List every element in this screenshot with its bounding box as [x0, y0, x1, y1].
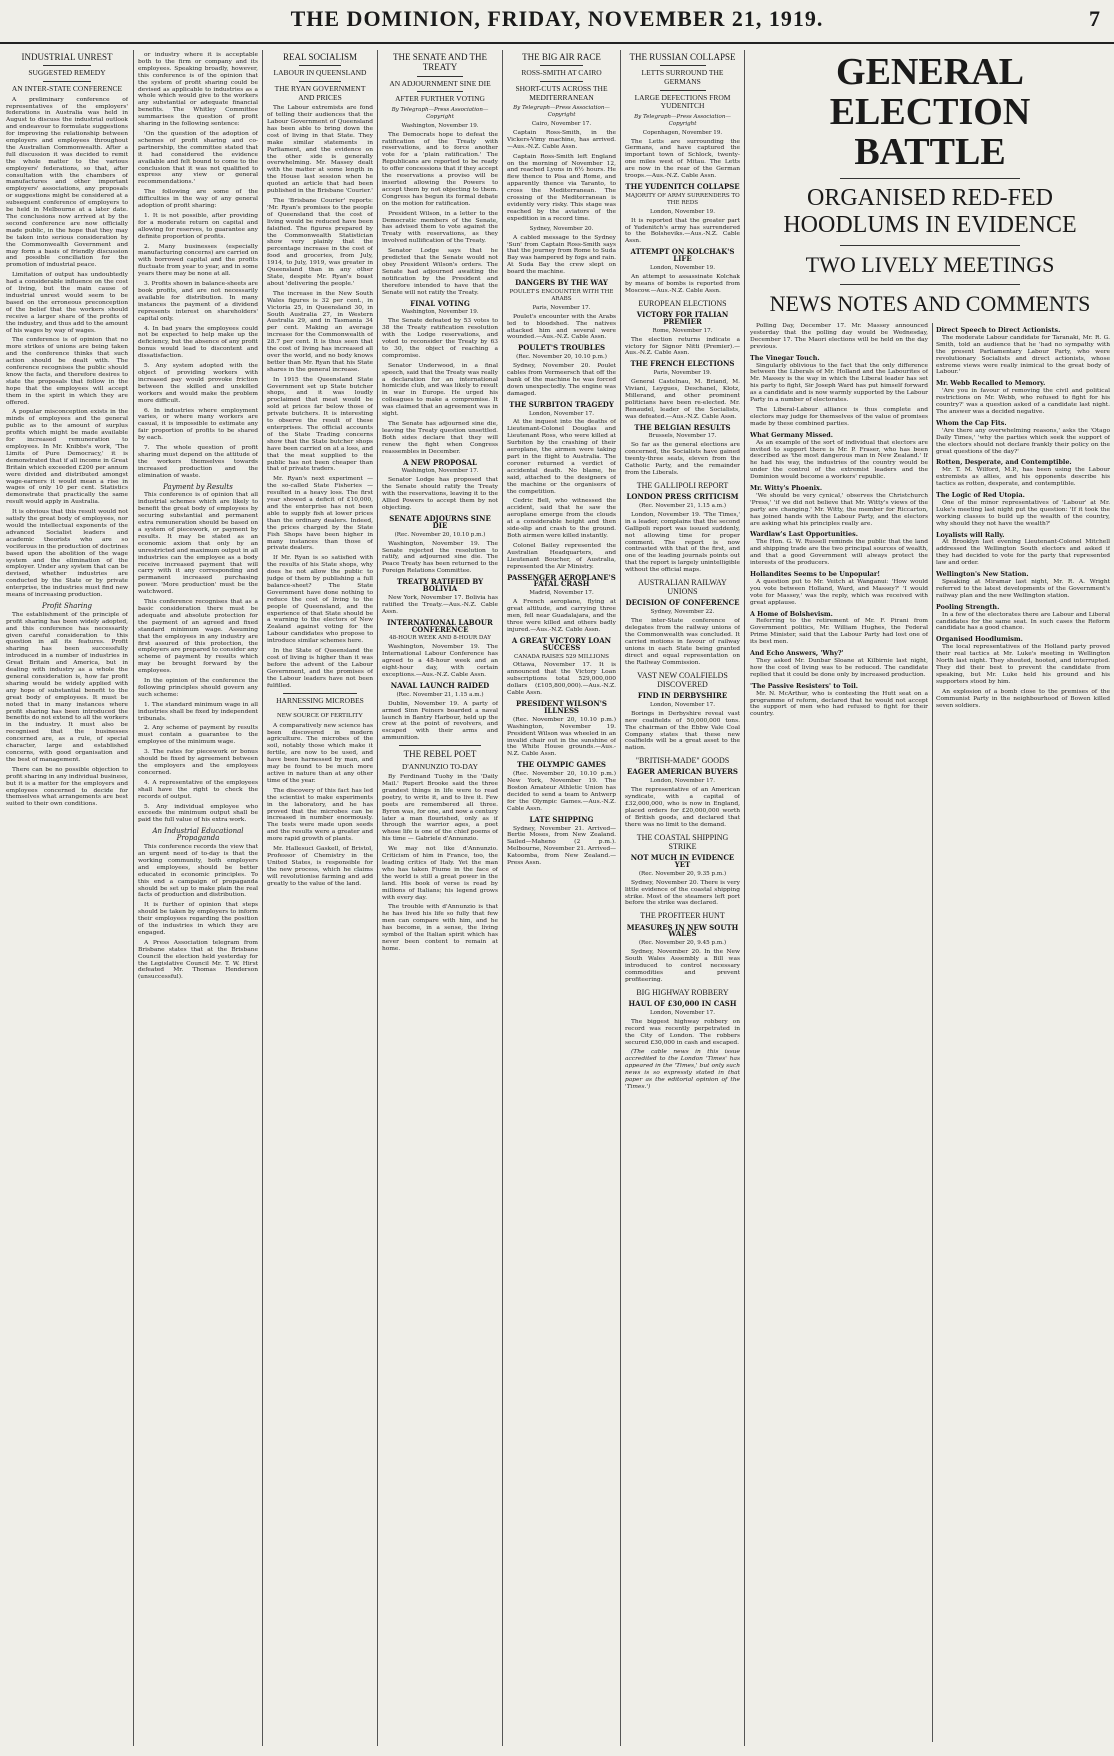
side-heading: Organised Hoodlumism.	[936, 635, 1023, 644]
dateline: (Rec. November 21, 1.15 a.m.)	[638, 503, 727, 509]
section-subhead: NOT MUCH IN EVIDENCE YET	[630, 853, 735, 869]
paragraph: The establishment of the principle of profit sharing has been widely adopted, and this conference has necessarily given careful consideration to this question in all its features. Profit sharing has been successfully introduced in a number of industries in Great Britain and America, but in dealing with industry as a whole the general consideration is, how far profit sharing would be widely applied with any hope of substantial benefit to the great body of employees. It must be noted that in many instances where profit sharing has been introduced the benefits do not extend to all the workers in the industry. It must also be recognised that the businesses concerned are, as a rule, of special character, large and established concerns, with good organisation and the best of management.	[6, 611, 128, 763]
list-item: 2. Any scheme of payment by results must contain a guarantee to the employee of the minimum wage.	[138, 725, 258, 746]
paragraph: Senator Underwood, in a final speech, said that the Treaty was really a declaration for an international homicide club, and was likely to result in war in Europe. He urged his colleagues to make a compromise. It was claimed that an agreement was in sight.	[382, 362, 498, 418]
paragraph: At the inquest into the deaths of Lieutenant-Colonel Douglas and Lieutenant Ross, who were killed at Surbiton by the crashing of their aeroplane, the airmen were taking part in the flight to Australia. The coroner returned a verdict of accidental death. No blame, he said, attached to the designers of the machine or the organisers of the competition.	[507, 419, 616, 495]
side-heading: Pooling Strength.	[936, 602, 1000, 611]
paragraph: Mr. N. McArthur, who is contesting the Hutt seat on a programme of reform, declared that he would not accept the support of men who had refused to fight for their country.	[750, 690, 928, 718]
list-item: 5. Any system adopted with the object of providing workers with increased pay would provoke friction between the skilled and unskilled workers and would make the problem more difficult.	[138, 363, 258, 404]
section-subhead: INTERNATIONAL LABOUR CONFERENCE	[387, 617, 493, 634]
column-rule	[620, 50, 621, 1746]
section-subhead: POULET'S TROUBLES	[517, 343, 606, 353]
side-heading: 'The Passive Resisters' to Toil.	[750, 681, 859, 690]
side-heading: The Logic of Red Utopia.	[936, 491, 1025, 500]
article-subhead: THE RYAN GOVERNMENT AND PRICES	[274, 83, 366, 102]
dateline: London, November 17.	[528, 410, 595, 417]
paragraph: Mr. Ryan's next experiment — the so-called State Fisheries — resulted in a heavy loss. The first year showed a deficit of £10,000, and the enterprise has not been able to supply fish at lower prices than the ordinary dealers. Indeed, the prices charged by the State Fish Shops have been higher in many instances than those of private dealers.	[267, 476, 373, 552]
paragraph: The inter-State conference of delegates from the railway unions of the Commonwealth was concluded. It carried motions in favour of railway unions in each State being granted direct and equal representation on the Railway Commission.	[625, 618, 740, 666]
side-heading: And Echo Answers, 'Why?'	[750, 649, 844, 658]
list-item: 2. Many businesses (especially manufacturing concerns) are carried on with borrowed capital and the profits fluctuate from year to year, and in some years there may be none at all.	[138, 243, 258, 278]
dateline: Cairo, November 17.	[531, 121, 592, 128]
dateline: London, November 19.	[649, 265, 716, 272]
paragraph: A comparatively new science has been discovered in modern agriculture. The microbes of the soil, notably those which make it fertile, are now to be used, and have been harnessed by man, and may be found to be much more active in nature than at any other time of the year.	[267, 722, 373, 784]
dateline: Washington, November 17.	[401, 468, 479, 475]
paragraph: The conference is of opinion that no more strikes of unions are being taken and the conference thinks that such action should be dealt with. The conference recognises the public should know the facts, and therefore desires to state the proposals that follow in the hope that the employees will accept them in the spirit in which they are offered.	[6, 337, 128, 406]
divider	[299, 81, 341, 82]
column-rule	[377, 50, 378, 1746]
newspaper-title: THE DOMINION, FRIDAY, NOVEMBER 21, 1919.	[290, 6, 824, 31]
list-item: 6. In industries where employment varies, or where many workers are casual, it is impossible to estimate any fair proportion of profits to be shared by each.	[138, 407, 258, 442]
section-subhead: NAVAL LAUNCH RAIDED	[390, 680, 490, 690]
dateline: Sydney, November 20.	[529, 225, 594, 232]
paragraph: One of the minor representatives of 'Labour' at Mr. Luke's meeting last night put the question: 'If it took the working classes to build up the wealth of the country, why should they not have the wealth?'	[936, 499, 1110, 527]
side-heading: Rotten, Desperate, and Contemptible.	[936, 458, 1072, 467]
paragraph: The 'Brisbane Courier' reports: 'Mr. Ryan's promises to the people of Queensland that the cost of living would be reduced have been falsified. The figures prepared by the Commonwealth Statistician show very plainly that the percentage increase in the cost of food and groceries, from July, 1914, to July, 1919, was greater in Queensland than in any other State, despite Mr. Ryan's boast about 'delivering the people.'	[267, 198, 373, 287]
paragraph: Dublin, November 19. A party of armed Sinn Feiners boarded a naval launch in Bantry Harbour, held up the crew at the point of revolvers, and escaped with their arms and ammunition.	[382, 700, 498, 742]
paragraph: The Hon. G. W. Russell reminds the public that the land and shipping trade are the two principal sources of wealth, and that a good Government will always protect the interests of the producers.	[750, 539, 928, 567]
divider	[299, 65, 341, 66]
paragraph: A Press Association telegram from Brisbane states that at the Brisbane Council the election held yesterday for the Legislative Council Mr. T. W. Hirst defeated Mr. Thomas Henderson (unsuccessful).	[138, 939, 258, 981]
article-headline: THE RUSSIAN COLLAPSE	[629, 52, 736, 62]
dateline: London, November 17.	[649, 1009, 716, 1016]
section-subhead-line: CANADA RAISES 529 MILLIONS	[514, 653, 609, 660]
divider	[540, 65, 584, 66]
section-subhead: THE YUDENITCH COLLAPSE	[625, 182, 740, 191]
list-item: 4. A representative of the employees shall have the right to check the records of output.	[138, 779, 258, 800]
paragraph: The following are some of the difficulties in the way of any general adoption of profit sharing:	[138, 189, 258, 210]
side-heading: Whom the Cap Fits.	[936, 418, 1007, 427]
list-item: 4. In bad years the employees could not be expected to help make up the deficiency, but the absence of any profit bonus would lead to discontent and dissatisfaction.	[138, 325, 258, 360]
side-heading: Mr. Witty's Phoenix.	[750, 484, 823, 493]
side-heading: Loyalists will Rally.	[936, 530, 1005, 539]
paragraph: Speaking at Miramar last night, Mr. R. A. Wright referred to the latest developments of the Government's railway plan and the new Wellington station.	[936, 579, 1110, 599]
column-rule	[262, 50, 263, 1746]
divider	[660, 90, 706, 91]
side-heading: A Home of Bolshevism.	[750, 609, 833, 618]
paragraph: The Letts are surrounding the Germans, and have captured the important town of Schlock, twenty-one miles west of Mitau. The Letts are now in the rear of the German troops.—Aus.-N.Z. Cable Assn.	[625, 138, 740, 180]
paragraph: The Liberal-Labour alliance is thus complete and electors may judge for themselves of the value of promises made by these combined parties.	[750, 406, 928, 427]
paragraph: This conference recognises that as a basic consideration there must be adequate and absolute protection for the payment of an agreed and fixed standard minimum wage. Assuming that the employees in any industry are first assured of this protection, the employers are prepared to consider any scheme of payment by results which may be brought forward by the employees.	[138, 599, 258, 675]
article-headline: THE PROFITEER HUNT	[640, 911, 725, 921]
dateline: (Rec. November 20, 9.45 p.m.)	[638, 940, 727, 947]
dateline: Sydney, November 22.	[650, 609, 715, 616]
paragraph: A cabled message to the Sydney 'Sun' from Captain Ross-Smith says that the journey from Rome to Suda Bay was hampered by fogs and rain. At Suda Bay the crew slept on board the machine.	[507, 234, 616, 276]
paragraph: 'We should be very cynical,' observes the Christchurch 'Press,' 'if we did not believe that Mr. Witty's views of the party are changing.' Mr. Witty, the member for Riccarton, has joined hands with the Labour Party, and the electors are asking what his principles really are.	[750, 492, 928, 527]
section-subhead: Payment by Results	[163, 482, 233, 491]
article-headline: THE BIG AIR RACE	[522, 52, 601, 62]
side-heading: Wellington's New Station.	[936, 570, 1029, 579]
article-headline: VAST NEW COALFIELDS DISCOVERED	[637, 670, 728, 689]
section-subhead: VICTORY FOR ITALIAN PREMIER	[636, 309, 729, 326]
section-subhead: EAGER AMERICAN BUYERS	[626, 767, 738, 777]
section-subhead: An Industrial Educational Propaganda	[152, 827, 244, 843]
paragraph: It is reported that the greater part of Yudenitch's army has surrendered to the Bolsheviks.—Aus.-N.Z. Cable Assn.	[625, 217, 740, 245]
dateline: (Rec. November 20, 10.10 p.m.)	[516, 354, 607, 361]
list-item: 3. Profits shown in balance-sheets are book profits, and are not necessarily available for distribution. In many instances the payment of a dividend represents interest on shareholders' capital only.	[138, 281, 258, 322]
paragraph: Sydney, November 20. There is very little evidence of the coastal shipping strike. Most of the steamers left port before the strike was declared.	[625, 879, 740, 907]
feature-body	[750, 323, 1110, 1742]
paragraph: or industry where it is acceptable both to the firm or company and its employees. Speaking broadly, however, this conference is of the opinion that the system of profit sharing could be devised as applicable to industries as a whole which would give to the workers any substantial or adequate financial benefits. The Whitley Committee summarises the question of profit sharing in the following sentence:	[138, 52, 258, 128]
divider	[840, 178, 1020, 179]
article-subhead: LABOUR IN QUEENSLAND	[273, 68, 367, 78]
article-headline: THE SENATE AND THE TREATY	[392, 52, 488, 73]
article-headline: AUSTRALIAN RAILWAY UNIONS	[638, 578, 727, 597]
paragraph: In 1915 the Queensland State Government set up State butcher shops, and it was loudly proclaimed that meat would be sold at prices far below those of private butchers. It is interesting to observe the result of these enterprises. The official accounts of the State Trading concerns show that the State butcher shops have been carried on at a loss, and that the meat supplied to the public has not been cheaper than that of private traders.	[267, 376, 373, 473]
paragraph: New York, November 17. Bolivia has ratified the Treaty.—Aus.-N.Z. Cable Assn.	[382, 594, 498, 615]
paragraph: They asked Mr. Dunbar Sloane at Kilbirnie last night, how the cost of living was to be reduced. The candidate replied that it could be done only by increased production.	[750, 657, 928, 678]
divider	[43, 65, 92, 66]
dateline: Brussels, November 17.	[648, 433, 717, 440]
article-subhead: AFTER FURTHER VOTING	[395, 94, 485, 104]
paragraph: Washington, November 19. The Senate rejected the resolution to ratify, and adjourned sine die. The Peace Treaty has been returned to the Foreign Relations Committee.	[382, 540, 498, 575]
paragraph: (Rec. November 20, 10.10 p.m.) New York, November 19. The Boston Amateur Athletic Union has decided to send a team to Antwerp for the Olympic Games.—Aus.-N.Z. Cable Assn.	[507, 771, 616, 812]
section-subhead: MEASURES IN NEW SOUTH WALES	[626, 922, 739, 939]
article-headline: THE COASTAL SHIPPING STRIKE	[636, 832, 729, 851]
feature-subhead: NEWS NOTES AND COMMENTS	[769, 291, 1091, 316]
divider	[840, 284, 1020, 285]
divider	[540, 81, 584, 82]
paragraph: An attempt to assassinate Kolchak by means of bombs is reported from Moscow.—Aus.-N.Z. Cable Assn.	[625, 273, 740, 294]
divider	[283, 693, 357, 694]
list-item: 1. It is not possible, after providing for a moderate return on capital and allowing for reserves, to guarantee any definite proportion of profits.	[138, 212, 258, 240]
section-subhead: HAUL OF £30,000 IN CASH	[628, 999, 737, 1008]
paragraph: As an example of the sort of individual that electors are invited to support there is Mr. P. Fraser, who has been described as 'the most dangerous man in New Zealand.' If he had his way, the industries of the country would be under the control of the extremist leaders and the Dominion would become a workers' republic.	[750, 439, 928, 481]
paragraph: It is obvious that this result would not satisfy the great body of employees, nor would the intellectual exponents of the advanced Socialist leaders and academic theorists who are so vociferous in the production of doctrines based upon the abolition of the wage system and the elimination of the employer. Under any system that can be devised, whether industries are conducted by the State or by private enterprise, the industries must find new means of increasing production.	[6, 509, 128, 599]
dateline: (Rec. November 20, 9.35 p.m.)	[638, 870, 727, 877]
divider	[417, 76, 463, 77]
section-subhead: FINAL VOTING	[410, 298, 470, 308]
section-subhead: PASSENGER AEROPLANE'S FATAL CRASH	[507, 572, 616, 589]
paragraph: The local representatives of the Holland party proved their real tactics at Mr. Luke's meeting in Wellington North last night. They shouted, hooted, and interrupted. They did their best to prevent the candidate from speaking, but Mr. Luke held his ground and his supporters stood by him.	[936, 644, 1110, 685]
divider	[417, 91, 463, 92]
paragraph: The election returns indicate a victory for Signor Nitti (Premier).—Aus.-N.Z. Cable Assn.	[625, 336, 740, 357]
paragraph: Limitation of output has undoubtedly had a considerable influence on the cost of living, but the main cause of industrial unrest would seem to be based on the erroneous preconception of the belief that the workers should receive a larger share of the profits of the industry, and thus add to the amount of his wages by way of wages.	[6, 272, 128, 334]
side-heading: Direct Speech to Direct Actionists.	[936, 326, 1061, 334]
section-subhead: LATE SHIPPING	[529, 814, 594, 824]
dateline: Paris, November 19.	[653, 370, 712, 377]
side-heading: Hollandites Seems to be Unpopular!	[750, 570, 881, 578]
divider	[299, 708, 341, 709]
paragraph: Senator Lodge has proposed that the Senate should ratify the Treaty with the reservations, leaving it to the Allied Powers to accept them by not objecting.	[382, 477, 498, 511]
paragraph: In the State of Queensland the cost of living is higher than it was before the advent of the Labour Government, and the promises of the Labour leaders have not been fulfilled.	[267, 648, 373, 689]
paragraph: Singularly oblivious to the fact that the only difference between the Liberals of Mr. Holland and the Labourites of Mr. Massey is the way in which the Liberal leader has set his party to fight, Sir Joseph Ward has put himself forward as a candidate and is now warmly supported by the Labour Party in a number of electorates.	[750, 362, 928, 404]
paragraph: The representative of an American syndicate, with a capital of £32,000,000, who is now in England, placed orders for £20,000,000 worth of British goods, and declared that there was no limit to the demand.	[625, 787, 740, 828]
paragraph: London, November 19. 'The Times,' in a leader, complains that the second Gallipoli report was issued suddenly, not allowing time for proper comment. The report is now contrasted with that of the first, and one of the leading journals points out that the report is largely unintelligible without the official maps.	[625, 511, 740, 574]
masthead	[0, 0, 1114, 44]
column-general-election	[750, 52, 1110, 1742]
article-subhead: LETTS SURROUND THE GERMANS	[641, 68, 724, 86]
paragraph: Captain Ross-Smith, in the Vickers-Vimy machine, has arrived.—Aus.-N.Z. Cable Assn.	[507, 129, 616, 150]
byline: By Telegraph—Press Association—Copyright	[391, 106, 489, 120]
paragraph: There can be no possible objection to profit sharing in any individual business, but it is a matter for the employers and employees concerned to decide for themselves what arrangements are best suited to their own conditions.	[6, 766, 128, 808]
page-number: 7	[1089, 6, 1100, 31]
paragraph: This conference records the view that an urgent need of to-day is that the working community, both employers and employees, should be better educated in economic principles. To this end a campaign of propaganda should be set up to make plain the real facts of production and distribution.	[138, 844, 258, 899]
section-subhead: THE SURBITON TRAGEDY	[509, 399, 614, 409]
section-subhead: Profit Sharing	[41, 601, 93, 610]
dateline: London, November 17.	[649, 778, 716, 785]
section-subhead: THE BELGIAN RESULTS	[634, 422, 731, 432]
article-subhead: LARGE DEFECTIONS FROM YUDENITCH	[634, 92, 731, 111]
column-senate-treaty	[382, 52, 498, 1742]
paragraph: Poulet's encounter with the Arabs led to bloodshed. The natives attacked him and several were wounded.—Aus.-N.Z. Cable Assn.	[507, 313, 616, 341]
paragraph: The biggest highway robbery on record was recently perpetrated in the City of London. The robbers secured £30,000 in cash and escaped.	[625, 1018, 740, 1046]
paragraph: The Senate defeated by 53 votes to 38 the Treaty ratification resolution with the Lodge reservations, and voted to reconsider the Treaty by 63 to 30, the object of reaching a compromise.	[382, 318, 498, 359]
dateline: (Rec. November 20, 10.10 p.m.)	[394, 531, 486, 538]
feature-headline: GENERAL ELECTION BATTLE	[829, 52, 1031, 173]
article-subhead: D'ANNUNZIO TO-DAY	[401, 761, 478, 771]
feature-column-right	[936, 323, 1110, 1742]
article-headline: REAL SOCIALISM	[283, 52, 357, 62]
feature-column-left	[750, 323, 928, 1742]
paragraph: An explosion of a bomb close to the premises of the Communist Party in the neighbourhood of Bowen killed seven soldiers.	[936, 688, 1110, 709]
paragraph: Mr. Hallesuci Gaskell, of Bristol, Professor of Chemistry in the United States, is responsible for the new process, which he claims will revolutionise farming and add greatly to the value of the land.	[267, 846, 373, 887]
column-rule	[133, 50, 134, 1746]
column-rule	[502, 50, 503, 1746]
dateline: Paris, November 17.	[532, 304, 591, 311]
paragraph: A preliminary conference of representatives of the employers' federations in Australia was held in August to discuss the industrial outlook and endeavour to formulate suggestions for improving the relationship between employers and employees throughout the Australian Commonwealth. After a full discussion it was decided to remit the whole matter to the various employers' federations, so that, after consultation with the chambers of manufactures and other important employers' associations, any proposals or suggestions might be considered at a subsequent conference of employers to be held in Melbourne at a later date. The conclusions now arrived at by the second conference are now officially made public, in the hope that they may be taken into serious consideration by the Commonwealth Government and may form a basis of friendly discussion and possible conciliation for the promotion of industrial peace.	[6, 96, 128, 269]
byline: By Telegraph—Press Association—Copyright	[513, 105, 610, 119]
side-heading: The Vinegar Touch.	[750, 353, 820, 362]
paragraph: Washington, November 19. The International Labour Conference has agreed to a 48-hour week and an eight-hour day, with certain exceptions.—Aus.-N.Z. Cable Assn.	[382, 644, 498, 678]
section-subhead-line: MAJORITY OF ARMY SURRENDERS TO THE REDS	[625, 192, 740, 206]
dateline: Washington, November 19.	[401, 309, 479, 316]
paragraph: So far as the general elections are concerned, the Socialists have gained twenty-three seats, eleven from the Catholic Party, and the remainder from the Liberals.	[625, 442, 740, 476]
section-subhead-line: POULET'S ENCOUNTER WITH THE ARABS	[509, 288, 614, 302]
article-headline: HARNESSING MICROBES	[276, 695, 364, 705]
divider	[840, 245, 1020, 246]
side-heading: Mr. Webb Recalled to Memory.	[936, 379, 1046, 388]
dateline: Washington, November 19.	[401, 122, 479, 129]
paragraph: The moderate Labour candidate for Taranaki, Mr. R. G. Smith, told an audience that he 'had no sympathy with the present Parliamentary Labour Party, who were revolutionary Socialists and direct actionists, whose extreme views were really inimical to the great body of Labour.'	[936, 334, 1110, 376]
paragraph: 'Are there any overwhelming reasons,' asks the 'Otago Daily Times,' 'why the parties which seek the support of the electors should not declare frankly their policy on the great questions of the day?'	[936, 427, 1110, 455]
column-real-socialism	[267, 52, 373, 1742]
paragraph: If Mr. Ryan is so satisfied with the results of his State shops, why does he not allow the public to judge of them by publishing a full balance-sheet? The State Government have done nothing to reduce the cost of living to the people of Queensland, and the experience of that State should be a warning to the electors of New Zealand against voting for the Labour candidates who propose to introduce similar schemes here.	[267, 555, 373, 645]
section-subhead: LONDON PRESS CRITICISM	[626, 492, 739, 502]
paragraph: Colonel Bailey represented the Australian Headquarters, and Lieutenant Boucher, of Australia, represented the Air Ministry.	[507, 542, 616, 570]
list-item: 7. The whole question of profit sharing must depend on the attitude of the workers themselves towards increased production and the elimination of waste.	[138, 445, 258, 479]
paragraph: (Rec. November 20, 10.10 p.m.) Washington, November 19. President Wilson was wheeled in an invalid chair out in the sunshine of the White House grounds.—Aus.-N.Z. Cable Assn.	[507, 716, 616, 758]
list-item: 5. Any individual employee who exceeds the minimum output shall be paid the full value of his extra work.	[138, 803, 258, 824]
paragraph: The trouble with d'Annunzio is that he has lived his life so fully that few men can compare with him, and he has become, in a sense, the living symbol of the Italian spirit which has never been content to remain at home.	[382, 904, 498, 952]
feature-subhead: ORGANISED RED-FED HOODLUMS IN EVIDENCE	[783, 185, 1077, 238]
section-subhead: A NEW PROPOSAL	[403, 457, 477, 467]
paragraph: Captain Ross-Smith left England on the morning of November 12, and reached Lyons in 6½ hours. He flew thence to Pisa and Rome, and apparently thence via Taranto, to cross the Mediterranean. The crossing of the Mediterranean is evidently very risky. This stage was reached by the aviators of the expedition in a record time.	[507, 153, 616, 222]
article-headline: THE REBEL POET	[403, 749, 477, 760]
section-subhead-line: 48-HOUR WEEK AND 8-HOUR DAY	[389, 635, 491, 642]
column-rule	[932, 323, 933, 1742]
paragraph: President Wilson, in a letter to the Democratic members of the Senate, has advised them to vote against the Treaty with reservations, as they involved nullification of the Treaty.	[382, 210, 498, 245]
dateline: Madrid, November 17.	[529, 590, 594, 597]
column-russian-collapse	[625, 52, 740, 1742]
column-rule	[744, 50, 745, 1746]
article-subhead: AN INTER-STATE CONFERENCE	[11, 83, 123, 93]
feature-subhead: TWO LIVELY MEETINGS	[805, 252, 1055, 277]
paragraph: Ottawa, November 17. It is announced that the Victory Loan subscriptions total 529,000,000 dollars (£105,800,000).—Aus.-N.Z. Cable Assn.	[507, 662, 616, 697]
paragraph: This conference is of opinion that all industrial schemes which are likely to benefit the great body of employees by securing substantial and permanent extra remuneration should be based on a system of piecework, or payment by results. It may be stated as an economic axiom that only by an unrestricted and maximum output in all industries can the employee as a body receive increased payment that will carry with it any corresponding and permanent increased purchasing power. 'More production' must be the watchword.	[138, 492, 258, 596]
paragraph: A question put to Mr. Veitch at Wanganui: 'How would you vote between Holland, Ward, and Massey?' 'I would vote for Massey,' was the reply, which was received with great applause.	[750, 578, 928, 606]
dateline: (Rec. November 21, 1.15 a.m.)	[396, 691, 484, 698]
article-headline: THE GALLIPOLI REPORT	[636, 480, 729, 490]
article-subhead: SHORT-CUTS ACROSS THE MEDITERRANEAN	[515, 83, 608, 102]
article-subhead: NEW SOURCE OF FERTILITY	[277, 712, 363, 720]
section-subhead: PRESIDENT WILSON'S ILLNESS	[515, 699, 607, 715]
section-subhead: SENATE ADJOURNS SINE DIE	[389, 513, 491, 530]
dateline: Rome, November 17.	[652, 327, 713, 334]
divider	[399, 745, 480, 746]
list-item: 1. The standard minimum wage in all industries shall be fixed by independent tribunals.	[138, 701, 258, 722]
paragraph: Sydney, November 21. Arrived—Bertie Moses, from New Zealand. Sailed—Maheno (2 p.m.). Melbourne, November 21. Arrived—Katoomba, from New Zealand.—Press Assn.	[507, 825, 616, 867]
article-headline: EUROPEAN ELECTIONS	[638, 298, 727, 308]
column-industrial-unrest-cont	[138, 52, 258, 1742]
paragraph: Polling Day, December 17. Mr. Massey announced yesterday that the polling day would be Wednesday, December 17. The Maori elections will be held on the day previous.	[750, 323, 928, 350]
dateline: London, November 17.	[649, 701, 716, 708]
paragraph: 'On the question of the adoption of schemes of profit sharing and co-partnership, the committee stated that it had considered the evidence available and felt bound to come to the conclusion that it was not qualified to express any view or general recommendations.'	[138, 130, 258, 186]
article-subhead: SUGGESTED REMEDY	[28, 68, 106, 78]
section-subhead: THE OLYMPIC GAMES	[516, 760, 606, 770]
article-subhead: AN ADJOURNMENT SINE DIE	[389, 78, 491, 88]
dateline: London, November 19.	[649, 208, 716, 215]
column-big-air-race	[507, 52, 616, 1742]
section-subhead: THE FRENCH ELECTIONS	[630, 359, 735, 369]
dateline: Copenhagen, November 19.	[642, 129, 723, 136]
paragraph: In the opinion of the conference the following principles should govern any such scheme:	[138, 678, 258, 698]
paragraph: General Castelnau, M. Briand, M. Viviani, Leygues, Deschanel, Klotz, Millerand, and other prominent politicians have been re-elected. Mr. Renaudel, leader of the Socialists, was defeated.—Aus.-N.Z. Cable Assn.	[625, 379, 740, 420]
paragraph: We may not like d'Annunzio. Criticism of him in France, too, the leading critics of Italy. Yet the man who has taken Fiume in the face of the world is still a great power in the land. His book of verse is read by millions of Italians; his legend grows with every day.	[382, 846, 498, 901]
paragraph: Cedric Bell, who witnessed the accident, said that he saw the aeroplane emerge from the clouds at a considerable height and then side-slip and crash to the ground. Both airmen were killed instantly.	[507, 498, 616, 539]
article-subhead: ROSS-SMITH AT CAIRO	[521, 68, 602, 78]
paragraph: Referring to the retirement of Mr. F. Pirani from Government politics, Mr. William Hughes, the Federal Prime Minister, said that the Labour Party had lost one of its best men.	[750, 618, 928, 646]
paragraph: At Brooklyn last evening Lieutenant-Colonel Mitchell addressed the Wellington South electors and asked if they had decided to vote for the party that represented law and order.	[936, 539, 1110, 567]
section-subhead: TREATY RATIFIED BY BOLIVIA	[396, 577, 484, 594]
paragraph: 'Are you in favour of removing the civil and political restrictions on Mr. Webb, who refused to fight for his country?' was a question asked of a candidate last night. The answer was a decided negative.	[936, 388, 1110, 415]
paragraph: It is further of opinion that steps should be taken by employers to inform their employees regarding the position of the industries in which they are engaged.	[138, 902, 258, 936]
article-headline: "BRITISH-MADE" GOODS	[635, 756, 730, 766]
byline: By Telegraph—Press Association—Copyright	[634, 113, 731, 127]
paragraph: Borings in Derbyshire reveal vast new coalfields of 50,000,000 tons. The chairman of the Ebbw Vale Coal Company states that these new coalfields will be a great asset to the nation.	[625, 710, 740, 752]
paragraph: The Democrats hope to defeat the ratification of the Treaty with reservations, and to force another vote for a 'plain ratification.' The Republicans are reported to be ready to offer concessions that if they accept the reservations a proviso will be inserted allowing the Powers to accept them by not objecting to them. Congress has begun its formal debate on the motion for ratification.	[382, 131, 498, 207]
paragraph: The discovery of this fact has led the scientist to make experiments in the laboratory, and he has proved that the microbes can be increased in number enormously. The tests were made upon seeds and the results were a greater and more rapid growth of plants.	[267, 787, 373, 843]
paragraph: Sydney, November 20. In the New South Wales Assembly a Bill was introduced to control necessary commodities and prevent profiteering.	[625, 949, 740, 983]
paragraph: A French aeroplane, flying at great altitude, and carrying three men, fell near Guadalajara, and the three were killed and others badly injured.—Aus.-N.Z. Cable Assn.	[507, 599, 616, 633]
side-heading: What Germany Missed.	[750, 430, 833, 439]
article-headline: INDUSTRIAL UNREST	[21, 52, 113, 62]
section-subhead: A GREAT VICTORY LOAN SUCCESS	[511, 635, 612, 652]
paragraph: The Senate has adjourned sine die, leaving the Treaty question unsettled. Both sides declare that they will renew the fight when Congress reassembles in December.	[382, 421, 498, 455]
editorial-note: (The cable news in this issue accredited to the London 'Times' has appeared in the 'Times,' but only such news is so expressly stated in that paper as the editorial opinion of the 'Times.')	[625, 1049, 740, 1090]
side-heading: Wardlaw's Last Opportunities.	[750, 530, 858, 539]
divider	[43, 81, 92, 82]
section-subhead: ATTEMPT ON KOLCHAK'S LIFE	[630, 247, 735, 264]
paragraph: The increase in the New South Wales figures is 32 per cent., in Victoria 25, in Queensland 30, in South Australia 27, in Western Australia 29, and in Tasmania 34 per cent. Making an average increase for the Commonwealth of 28.7 per cent. It is thus seen that the cost of living has increased all over the world, and no body knows better than Mr. Ryan that his State shares in the general increase.	[267, 290, 373, 373]
column-industrial-unrest	[6, 52, 128, 1742]
section-subhead: DANGERS BY THE WAY	[515, 278, 608, 288]
paragraph: In a few of the electorates there are Labour and Liberal candidates for the same seat. In such cases the Reform candidate has a good chance.	[936, 611, 1110, 632]
paragraph: A popular misconception exists in the minds of employees and the general public as to the amount of surplus profits which might be made available for increased remuneration to employees. In Mr. Knibbs's work, 'The Limits of Pure Democracy,' it is demonstrated that if all income in Great Britain which exceeded £200 per annum were divided and distributed amongst wage-earners it would mean a rise in wages of only 10 per cent. Statistics demonstrate that practically the same result would apply in Australia.	[6, 409, 128, 506]
paragraph: By Ferdinand Tuohy in the 'Daily Mail.' Rupert Brooke said the three grandest things in life were to read poetry, to write it, and to live it. Few poets are remembered all three. Byron was, for one, and now a century later a man flourished, only as if through the warrior ages, a poet whose life is one of the chief poems of his time — Gabriele d'Annunzio.	[382, 774, 498, 843]
list-item: 3. The rates for piecework or bonus should be fixed by agreement between the employers and the employees concerned.	[138, 749, 258, 776]
section-subhead: FIND IN DERBYSHIRE	[637, 690, 728, 700]
paragraph: The Labour extremists are fond of telling their audiences that the Labour Government of Queensland has been able to bring down the cost of living in that State. They make similar statements in Parliament, and the evidence on the other side is generally overwhelming. Mr. Massey dealt with the matter at some length in the House last session when he quoted an article that had been published in the Brisbane 'Courier.'	[267, 105, 373, 195]
divider	[660, 65, 706, 66]
section-subhead: DECISION OF CONFERENCE	[625, 598, 740, 608]
paragraph: Mr. T. M. Wilford, M.P., has been using the Labour extremists as allies, and his opponents describe his tactics as rotten, desperate, and contemptible.	[936, 467, 1110, 488]
paragraph: Sydney, November 20. Poulet cables from Vermeersch that off the bank of the machine he was forced down unexpectedly. The engine was damaged.	[507, 363, 616, 397]
paragraph: Senator Lodge says that he predicted that the Senate would not obey President Wilson's orders. The Senate had adjourned awaiting the notification by the President and therefore intended to have that the Senate will not ratify the Treaty.	[382, 248, 498, 296]
article-headline: BIG HIGHWAY ROBBERY	[636, 987, 729, 997]
